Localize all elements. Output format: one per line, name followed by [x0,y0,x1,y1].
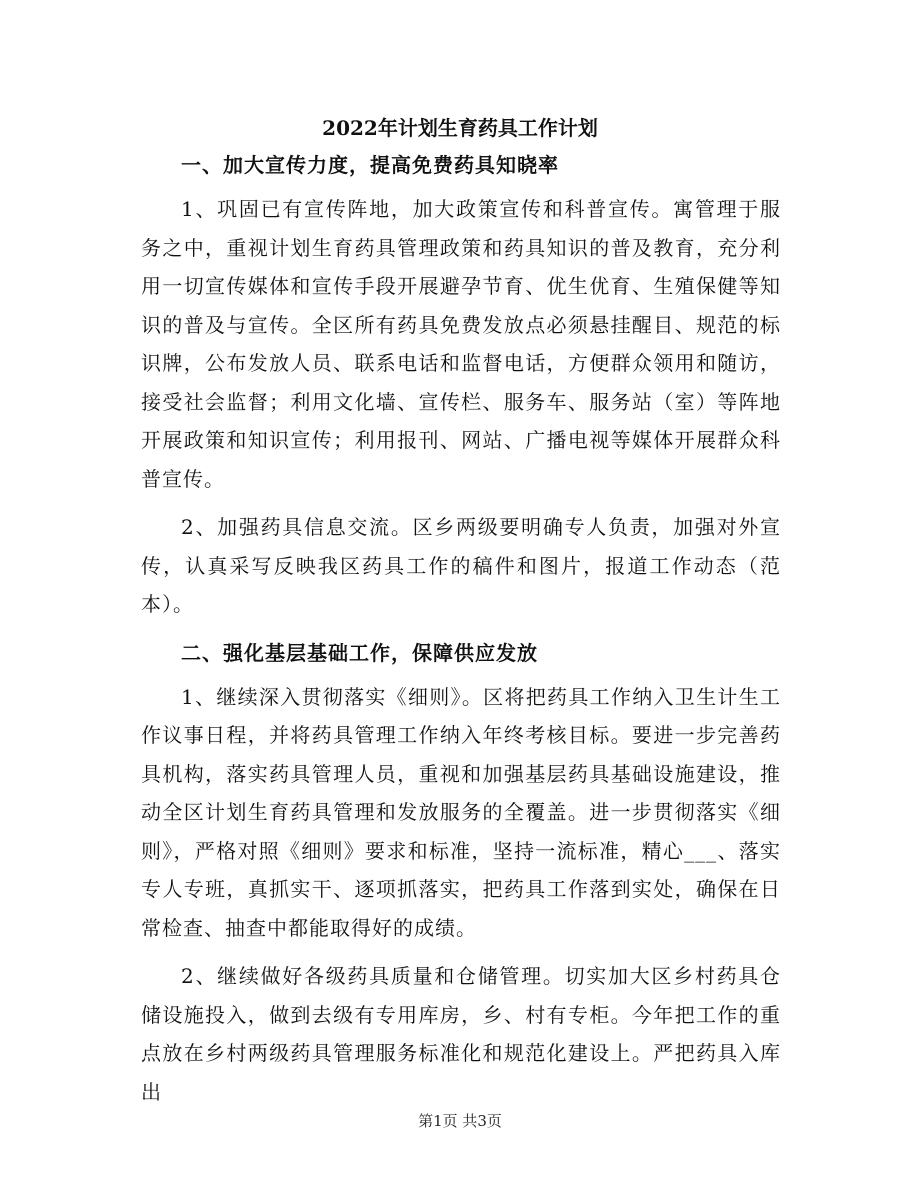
paragraph: 2、继续做好各级药具质量和仓储管理。切实加大区乡村药具仓储设施投入，做到去级有专用库房，乡、村有专柜。今年把工作的重点放在乡村两级药具管理服务标准化和规范化建设上。严把药具入库出 [141,964,781,1104]
page-number-footer: 第1页 共3页 [418,1112,502,1130]
document-title: 2022年计划生育药具工作计划 [322,116,598,140]
paragraph: 1、继续深入贯彻落实《细则》。区将把药具工作纳入卫生计生工作议事日程，并将药具管理工作纳入年终考核目标。要进一步完善药具机构，落实药具管理人员，重视和加强基层药具基础设施建设，推动全区计划生育药具管理和发放服务的全覆盖。进一步贯彻落实《细则》，严格对照《细则》要求和标准，坚持一流标准，精心___、落实专人专班，真抓实干、逐项抓落实，把药具工作落到实处，确保在日常检查、抽查中都能取得好的成绩。 [141,684,781,940]
section-heading: 一、加大宣传力度，提高免费药具知晓率 [181,153,559,177]
paragraph: 1、巩固已有宣传阵地，加大政策宣传和科普宣传。寓管理于服务之中，重视计划生育药具管理政策和药具知识的普及教育，充分利用一切宣传媒体和宣传手段开展避孕节育、优生优育、生殖保健等知识的普及与宣传。全区所有药具免费发放点必须悬挂醒目、规范的标识牌，公布发放人员、联系电话和监督电话，方便群众领用和随访，接受社会监督；利用文化墙、宣传栏、服务车、服务站（室）等阵地开展政策和知识宣传；利用报刊、网站、广播电视等媒体开展群众科普宣传。 [141,197,781,491]
paragraph: 2、加强药具信息交流。区乡两级要明确专人负责，加强对外宣传，认真采写反映我区药具工作的稿件和图片，报道工作动态（范本）。 [141,515,781,616]
section-heading: 二、强化基层基础工作，保障供应发放 [181,640,538,665]
document-body [141,146,781,1111]
